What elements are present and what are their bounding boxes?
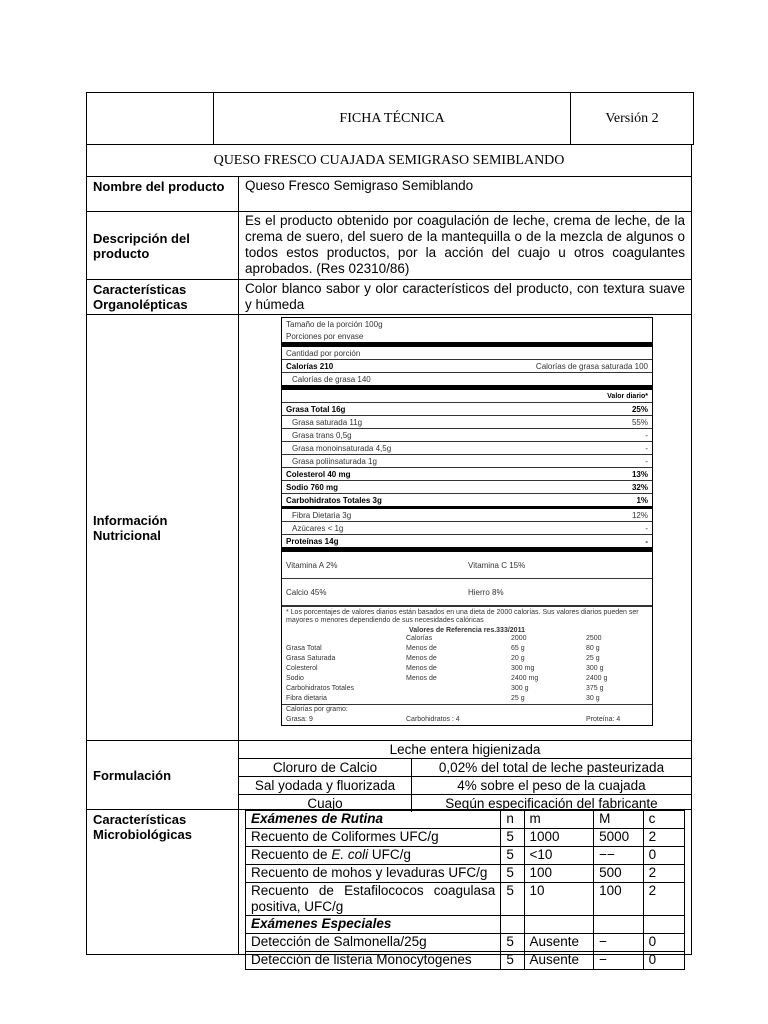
value-m: Ausente <box>524 952 594 970</box>
value-c: 0 <box>643 847 684 865</box>
value-c: 2 <box>643 865 684 883</box>
micro-section-header <box>246 916 685 934</box>
formulation-row <box>239 759 691 777</box>
ingredient-name: Cloruro de Calcio <box>239 759 412 777</box>
reference-cell: 25 g <box>511 695 525 702</box>
nutrient-dv: 13% <box>631 469 648 479</box>
serving-size: Tamaño de la porción 100g <box>286 319 383 329</box>
value-c: 0 <box>643 952 684 970</box>
nutrient-name: Grasa poliinsaturada 1g <box>292 456 377 466</box>
vitamin-c: Vitamina C 15% <box>468 560 526 570</box>
nutrient-dv: 55% <box>631 417 648 427</box>
formulation-base: Leche entera higienizada <box>239 741 691 759</box>
test-name: Recuento de E. coli UFC/g <box>246 847 501 865</box>
label-nutricional: Información Nutricional <box>87 315 239 740</box>
empty-cell <box>501 916 524 934</box>
amount-per-serving: Cantidad por porción <box>286 348 361 358</box>
row-nombre <box>86 177 692 212</box>
ingredient-amount: 0,02% del total de leche pasteurizada <box>412 759 692 777</box>
reference-cell: Menos de <box>406 655 437 662</box>
value-M: − <box>594 934 643 952</box>
micro-row <box>246 847 685 865</box>
reference-title: Valores de Referencia res.333/2011 <box>409 627 525 634</box>
nutrient-name: Carbohidratos Totales 3g <box>286 495 382 505</box>
nutrient-row <box>282 468 652 481</box>
cal-grasa: Grasa: 9 <box>286 716 313 723</box>
value-descripcion: Es el producto obtenido por coagulación de leche, crema de leche, de la crema de suero, del suero de la mantequilla o de la mezcla de algunos o todos estos productos, por la acción del cuajo u otros coagulantes aprobados. (Res 02310/86) <box>245 213 685 276</box>
reference-cell: 20 g <box>511 655 525 662</box>
servings-per-container: Porciones por envase <box>286 331 364 341</box>
reference-cell: Menos de <box>406 645 437 652</box>
micro-section-header <box>246 811 685 829</box>
value-M: − <box>594 952 643 970</box>
reference-cell: Fibra dietaria <box>286 695 327 702</box>
row-formulacion <box>86 741 692 810</box>
reference-cell: 300 g <box>586 665 604 672</box>
value-n: 5 <box>501 883 524 916</box>
reference-cell: 2400 g <box>586 675 608 682</box>
value-M: 100 <box>594 883 643 916</box>
header <box>86 92 694 145</box>
value-n: 5 <box>501 865 524 883</box>
value-m: Ausente <box>524 934 594 952</box>
nutrient-dv: 12% <box>631 510 648 520</box>
reference-header-cell: Calorías <box>406 635 433 642</box>
reference-cell <box>406 684 511 694</box>
label-descripcion: Descripción del producto <box>87 212 239 279</box>
sat-fat-calories: Calorías de grasa saturada 100 <box>535 361 648 371</box>
row-organolepticas <box>86 280 692 315</box>
nutrient-dv: 32% <box>631 482 648 492</box>
ingredient-name: Sal yodada y fluorizada <box>239 777 412 795</box>
reference-cell: Sodio <box>286 675 304 682</box>
nutrient-row <box>282 416 652 429</box>
section-title: Exámenes Especiales <box>246 916 501 934</box>
nutrient-row <box>282 429 652 442</box>
row-microbiologicas <box>86 810 692 967</box>
row-descripcion <box>86 212 692 280</box>
ingredient-amount: Según especificación del fabricante <box>412 795 692 813</box>
micro-row <box>246 952 685 970</box>
nutrient-row <box>282 494 652 509</box>
nutrient-name: Colesterol 40 mg <box>286 469 351 479</box>
product-title: QUESO FRESCO CUAJADA SEMIGRASO SEMIBLANDO <box>86 145 692 177</box>
value-organolepticas: Color blanco sabor y olor característicos del producto, con textura suave y húmeda <box>245 281 685 312</box>
value-M: −− <box>594 847 643 865</box>
nutrient-name: Sodio 760 mg <box>286 482 339 492</box>
col-header-m: m <box>524 811 594 829</box>
reference-header-cell: 2000 <box>511 635 527 642</box>
nutrient-row <box>282 455 652 468</box>
reference-cell: Grasa Total <box>286 645 322 652</box>
iron: Hierro 8% <box>468 587 504 597</box>
value-m: 1000 <box>524 829 594 847</box>
col-header-M: M <box>594 811 643 829</box>
reference-cell: Grasa Saturada <box>286 655 336 662</box>
micro-row <box>246 865 685 883</box>
test-name: Detección de Salmonella/25g <box>246 934 501 952</box>
cal-carb: Carbohidratos : 4 <box>406 716 460 723</box>
reference-cell: 300 mg <box>511 665 535 672</box>
cal-per-gram: Calorías por gramo: <box>286 706 348 713</box>
row-nutricional <box>86 315 692 741</box>
value-M: 500 <box>594 865 643 883</box>
value-M: 5000 <box>594 829 643 847</box>
value-c: 2 <box>643 829 684 847</box>
value-m: 10 <box>524 883 594 916</box>
value-n: 5 <box>501 934 524 952</box>
nutrient-name: Grasa saturada 11g <box>292 417 363 427</box>
reference-cell: Menos de <box>406 665 437 672</box>
nutrient-name: Grasa trans 0,5g <box>292 430 352 440</box>
test-name: Detección de listeria Monocytogenes <box>246 952 501 970</box>
reference-cell: Carbohidratos Totales <box>286 685 354 692</box>
value-n: 5 <box>501 829 524 847</box>
col-header-n: n <box>501 811 524 829</box>
value-m: 100 <box>524 865 594 883</box>
calories: Calorías 210 <box>286 361 334 371</box>
test-name: Recuento de mohos y levaduras UFC/g <box>246 865 501 883</box>
cal-prot: Proteína: 4 <box>586 716 621 723</box>
test-name: Recuento de Estafilococos coagulasa positiva, UFC/g <box>246 883 501 916</box>
test-name: Recuento de Coliformes UFC/g <box>246 829 501 847</box>
nutrient-name: Fibra Dietaria 3g <box>292 510 352 520</box>
ingredient-amount: 4% sobre el peso de la cuajada <box>412 777 692 795</box>
value-n: 5 <box>501 847 524 865</box>
nutrient-name: Grasa monoinsaturada 4,5g <box>292 443 392 453</box>
nutrient-name: Grasa Total 16g <box>286 404 346 414</box>
version-label: Versión 2 <box>605 110 659 126</box>
reference-cell: 65 g <box>511 645 525 652</box>
calcium: Calcio 45% <box>286 587 327 597</box>
nutrient-dv: - <box>645 523 648 533</box>
nutrient-row <box>282 522 652 535</box>
reference-cell: 30 g <box>586 695 600 702</box>
technical-sheet <box>86 92 692 967</box>
nutrient-row <box>282 481 652 494</box>
nutrition-facts-panel <box>281 317 653 726</box>
nutrient-dv: - <box>645 430 648 440</box>
col-header-c: c <box>643 811 684 829</box>
nutrient-dv: - <box>645 443 648 453</box>
reference-header-cell <box>286 634 406 644</box>
micro-row <box>246 883 685 916</box>
nutrient-dv: 25% <box>631 404 648 414</box>
micro-row <box>246 934 685 952</box>
logo-area <box>87 93 214 144</box>
reference-cell: Menos de <box>406 675 437 682</box>
nutrient-row <box>282 442 652 455</box>
formulation-table <box>239 741 691 812</box>
nutrient-row <box>282 509 652 522</box>
value-nombre: Queso Fresco Semigraso Semiblando <box>245 178 474 193</box>
sheet-title: FICHA TÉCNICA <box>214 93 571 144</box>
nutrient-row <box>282 403 652 416</box>
label-formulacion: Formulación <box>87 741 239 809</box>
fat-calories: Calorías de grasa 140 <box>292 374 371 384</box>
label-organolepticas: Características Organolépticas <box>87 280 239 314</box>
empty-cell <box>594 916 643 934</box>
value-c: 0 <box>643 934 684 952</box>
section-title: Exámenes de Rutina <box>246 811 501 829</box>
reference-table <box>282 634 652 704</box>
nutrient-dv: - <box>645 456 648 466</box>
ingredient-name: Cuajo <box>239 795 412 813</box>
nutrient-name: Azúcares < 1g <box>292 523 344 533</box>
nutrient-row <box>282 535 652 552</box>
footnote: * Los porcentajes de valores diarios están basados en una dieta de 2000 calorías. Sus valores diarios pueden ser mayores o menores dependiendo de sus necesidades calóricas <box>282 606 652 627</box>
reference-cell: 2400 mg <box>511 675 539 682</box>
nutrient-dv: - <box>645 536 648 546</box>
micro-table <box>245 810 685 970</box>
value-c: 2 <box>643 883 684 916</box>
reference-header-cell: 2500 <box>586 635 602 642</box>
daily-value-header: Valor diario* <box>607 392 648 400</box>
reference-cell: 80 g <box>586 645 600 652</box>
reference-cell <box>406 694 511 704</box>
vitamin-a: Vitamina A 2% <box>286 560 338 570</box>
value-n: 5 <box>501 952 524 970</box>
nutrient-name: Proteínas 14g <box>286 536 339 546</box>
value-m: <10 <box>524 847 594 865</box>
reference-cell: Colesterol <box>286 665 318 672</box>
micro-row <box>246 829 685 847</box>
nutrient-dv: 1% <box>636 495 648 505</box>
reference-cell: 300 g <box>511 685 529 692</box>
label-microbiologicas: Características Microbiológicas <box>87 810 239 954</box>
reference-cell: 375 g <box>586 685 604 692</box>
empty-cell <box>524 916 594 934</box>
empty-cell <box>643 916 684 934</box>
label-nombre: Nombre del producto <box>87 177 239 211</box>
reference-cell: 25 g <box>586 655 600 662</box>
formulation-row <box>239 777 691 795</box>
